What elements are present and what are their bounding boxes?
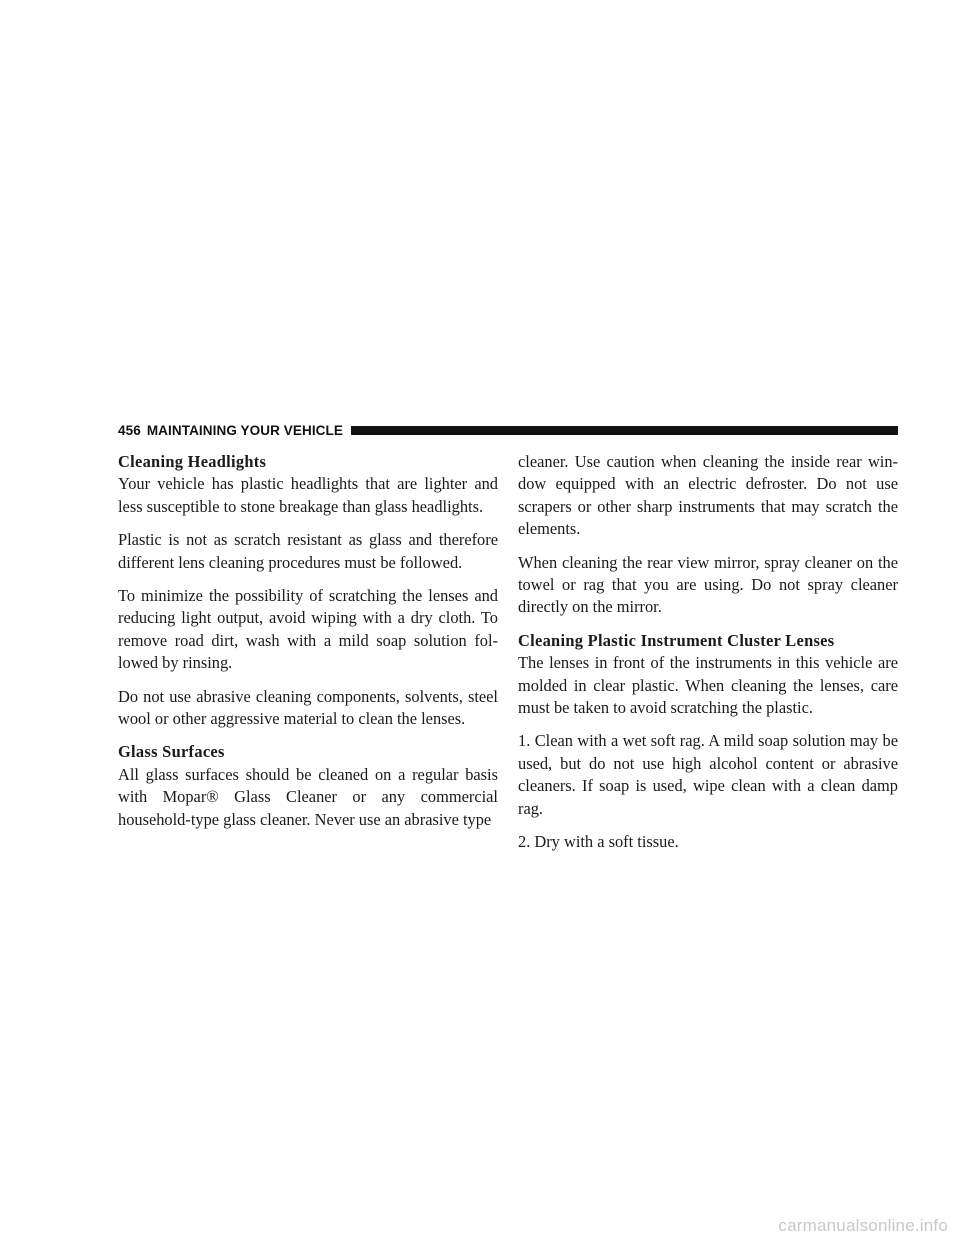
step-1: 1. Clean with a wet soft rag. A mild soap solution may be used, but do not use high alcohol content or abrasive cleaners. If soap is used, wipe clean with a clean damp rag. bbox=[518, 731, 898, 818]
paragraph: When cleaning the rear view mirror, spray cleaner on the towel or rag that you are using. Do not spray cleaner directly on the mirror. bbox=[518, 552, 898, 617]
right-column bbox=[518, 451, 898, 865]
step-2: 2. Dry with a soft tissue. bbox=[518, 832, 679, 852]
paragraph: Plastic is not as scratch resistant as glass and therefore different lens cleaning procedures must be followed. bbox=[118, 530, 498, 572]
header-rule bbox=[351, 426, 898, 435]
page-number: 456 bbox=[118, 422, 141, 438]
paragraph: The lenses in front of the instruments in this vehicle are molded in clear plastic. When cleaning the lenses, care must be taken to avoid scratching the plastic. bbox=[518, 653, 898, 718]
paragraph: Do not use abrasive cleaning components, solvents, steel wool or other aggressive material to clean the lenses. bbox=[118, 686, 498, 729]
page-header bbox=[118, 421, 898, 439]
watermark-logo: carmanualsonline.info bbox=[778, 1216, 948, 1235]
paragraph: cleaner. Use caution when cleaning the inside rear win-dow equipped with an electric defroster. Do not use scrapers or other sharp instruments that may scratch the elements. bbox=[518, 452, 898, 539]
paragraph: All glass surfaces should be cleaned on a regular basis with Mopar® Glass Cleaner or any commercial household-type glass cleaner. Never use an abrasive type bbox=[118, 764, 498, 829]
left-column bbox=[118, 451, 498, 842]
paragraph: Your vehicle has plastic headlights that are lighter and less susceptible to stone breakage than glass headlights. bbox=[118, 474, 498, 516]
section-title: MAINTAINING YOUR VEHICLE bbox=[146, 422, 343, 438]
heading-glass-surfaces: Glass Surfaces bbox=[118, 742, 225, 762]
heading-cleaning-headlights: Cleaning Headlights bbox=[118, 452, 267, 471]
heading-cleaning-plastic-lenses: Cleaning Plastic Instrument Cluster Lenses bbox=[518, 630, 835, 650]
paragraph: To minimize the possibility of scratching the lenses and reducing light output, avoid wiping with a dry cloth. To remove road dirt, wash with a mild soap solution fol-lowed by rinsing. bbox=[118, 586, 498, 673]
